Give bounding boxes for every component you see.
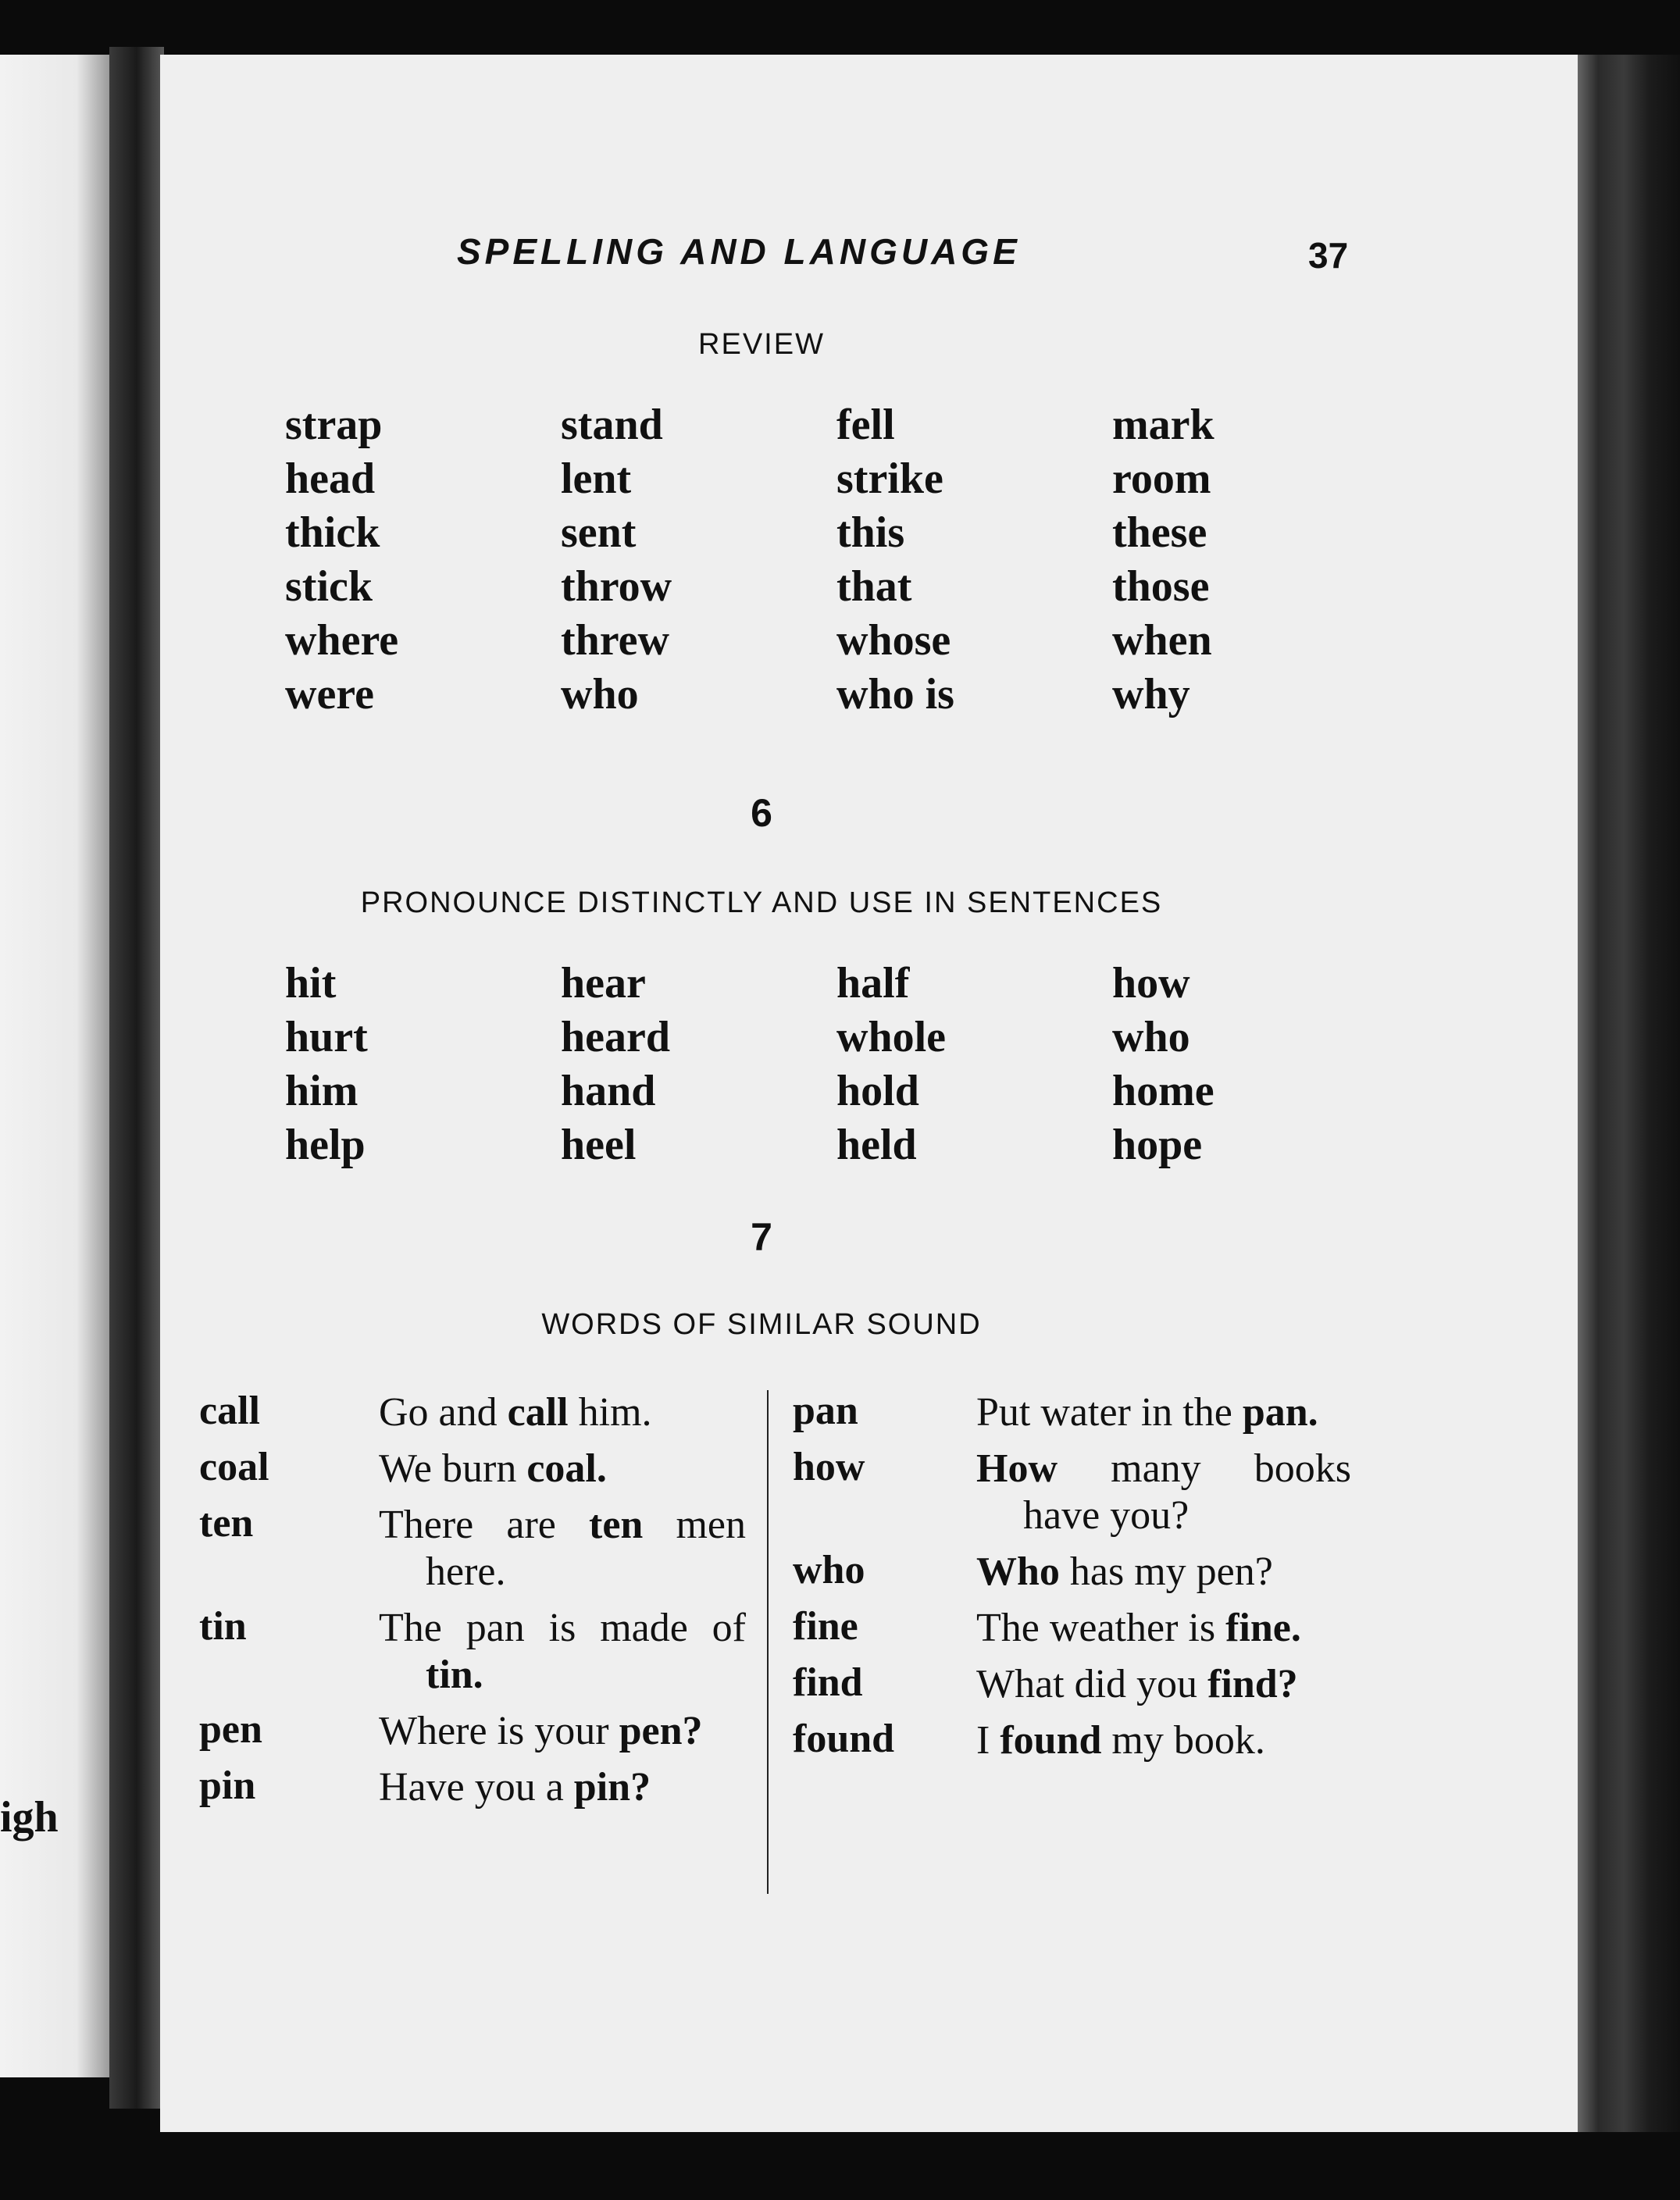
sentence-text: There are [379, 1503, 589, 1547]
review-word: head [285, 455, 376, 503]
review-word: room [1112, 455, 1211, 503]
review-word: why [1112, 670, 1190, 718]
review-word: lent [561, 455, 632, 503]
sentence-text: Have you a [379, 1765, 574, 1810]
section-7-heading: WORDS OF SIMILAR SOUND [541, 1308, 982, 1341]
keyword: found [793, 1717, 895, 1761]
review-word: throw [561, 562, 672, 611]
similar-sound-entry [793, 1386, 1351, 1442]
similar-sound-entry [199, 1386, 746, 1442]
section-6-word: hurt [285, 1013, 368, 1061]
sentence-text: The weather is [976, 1606, 1226, 1650]
keyword: how [793, 1445, 865, 1489]
review-word: threw [561, 616, 669, 665]
book-gutter [109, 47, 164, 2109]
highlighted-word: find? [1207, 1662, 1298, 1706]
keyword: fine [793, 1604, 858, 1649]
section-6-word-grid [285, 957, 1300, 1172]
similar-sound-entry [793, 1546, 1351, 1602]
review-word: those [1112, 562, 1210, 611]
section-6-word: half [836, 959, 910, 1007]
similar-left-column [199, 1386, 746, 1817]
similar-sound-entry [199, 1705, 746, 1761]
highlighted-word: call [507, 1390, 569, 1435]
highlighted-word: pin? [573, 1765, 651, 1810]
section-6-word: help [285, 1121, 366, 1169]
similar-sound-entry [793, 1658, 1351, 1714]
similar-sound-entry [793, 1602, 1351, 1658]
section-6-word: hear [561, 959, 646, 1007]
sentence-text: Where is your [379, 1709, 619, 1753]
keyword: who [793, 1548, 865, 1592]
review-word: who [561, 670, 639, 718]
review-word-grid [285, 398, 1300, 722]
review-word: that [836, 562, 912, 611]
review-word: strike [836, 455, 943, 503]
review-word: sent [561, 508, 637, 557]
section-6-word: held [836, 1121, 917, 1169]
sentence-text: has my pen? [1059, 1549, 1273, 1594]
similar-sound-entry [199, 1499, 746, 1602]
keyword: ten [199, 1501, 254, 1546]
left-page-edge [0, 55, 109, 2077]
review-word: where [285, 616, 399, 665]
similar-sound-entry [793, 1442, 1351, 1546]
example-sentence [976, 1605, 1351, 1652]
keyword: find [793, 1660, 863, 1705]
column-divider [767, 1390, 769, 1894]
review-word: this [836, 508, 905, 557]
similar-sound-entry [199, 1602, 746, 1705]
section-6-word: how [1112, 959, 1190, 1007]
example-sentence [379, 1502, 746, 1596]
section-6-word: him [285, 1067, 358, 1115]
highlighted-word: coal. [526, 1446, 607, 1491]
section-6-word: hope [1112, 1121, 1203, 1169]
review-word: when [1112, 616, 1212, 665]
review-word: thick [285, 508, 380, 557]
highlighted-word: Who [976, 1549, 1060, 1594]
section-6-word: hold [836, 1067, 919, 1115]
similar-right-column [793, 1386, 1351, 1770]
example-sentence [976, 1446, 1351, 1539]
review-heading: REVIEW [698, 328, 825, 361]
example-sentence [379, 1605, 746, 1699]
review-word: strap [285, 401, 383, 449]
sentence-text: I [976, 1718, 1001, 1763]
section-6-word: home [1112, 1067, 1215, 1115]
example-sentence [976, 1717, 1351, 1764]
highlighted-word: How [976, 1446, 1058, 1491]
review-word: fell [836, 401, 895, 449]
keyword: tin [199, 1604, 247, 1649]
highlighted-word: pan. [1242, 1390, 1318, 1435]
review-word: stand [561, 401, 663, 449]
review-word: mark [1112, 401, 1215, 449]
section-6-word: who [1112, 1013, 1190, 1061]
section-6-heading: PRONOUNCE DISTINCTLY AND USE IN SENTENCES [360, 886, 1163, 919]
sentence-text: men here. [426, 1503, 746, 1594]
left-page-fragment: igh [0, 1793, 59, 1842]
similar-sound-entry [793, 1714, 1351, 1770]
section-number-7: 7 [751, 1215, 772, 1259]
sentence-text: Go and [379, 1390, 508, 1435]
example-sentence [976, 1661, 1351, 1708]
sentence-text: many books have you? [1023, 1446, 1351, 1538]
book-cover-edge [1578, 55, 1680, 2132]
example-sentence [976, 1549, 1351, 1596]
sentence-text: What did you [976, 1662, 1208, 1706]
similar-sound-entry [199, 1761, 746, 1817]
section-6-word: hand [561, 1067, 656, 1115]
sentence-text: him. [568, 1390, 652, 1435]
highlighted-word: tin. [426, 1653, 483, 1697]
example-sentence [379, 1389, 746, 1436]
example-sentence [379, 1446, 746, 1492]
sentence-text: The pan is made of [379, 1606, 746, 1650]
highlighted-word: found [1000, 1718, 1102, 1763]
highlighted-word: fine. [1225, 1606, 1301, 1650]
review-word: these [1112, 508, 1207, 557]
review-word: stick [285, 562, 373, 611]
page-number: 37 [1308, 235, 1349, 276]
similar-sound-entry [199, 1442, 746, 1499]
example-sentence [379, 1764, 746, 1811]
keyword: pan [793, 1389, 858, 1433]
section-6-word: heel [561, 1121, 637, 1169]
section-number-6: 6 [751, 791, 772, 835]
keyword: pen [199, 1707, 262, 1752]
highlighted-word: pen? [619, 1709, 703, 1753]
review-word: who is [836, 670, 954, 718]
review-word: whose [836, 616, 951, 665]
sentence-text: Put water in the [976, 1390, 1243, 1435]
sentence-text: We burn [379, 1446, 527, 1491]
sentence-text: my book. [1101, 1718, 1265, 1763]
keyword: coal [199, 1445, 269, 1489]
similar-sound-table [199, 1386, 1351, 1902]
highlighted-word: ten [589, 1503, 644, 1547]
keyword: call [199, 1389, 260, 1433]
keyword: pin [199, 1763, 256, 1808]
example-sentence [379, 1708, 746, 1755]
section-6-word: hit [285, 959, 337, 1007]
section-6-word: whole [836, 1013, 946, 1061]
section-6-word: heard [561, 1013, 670, 1061]
example-sentence [976, 1389, 1351, 1436]
running-header: SPELLING AND LANGUAGE [457, 231, 1021, 272]
review-word: were [285, 670, 374, 718]
